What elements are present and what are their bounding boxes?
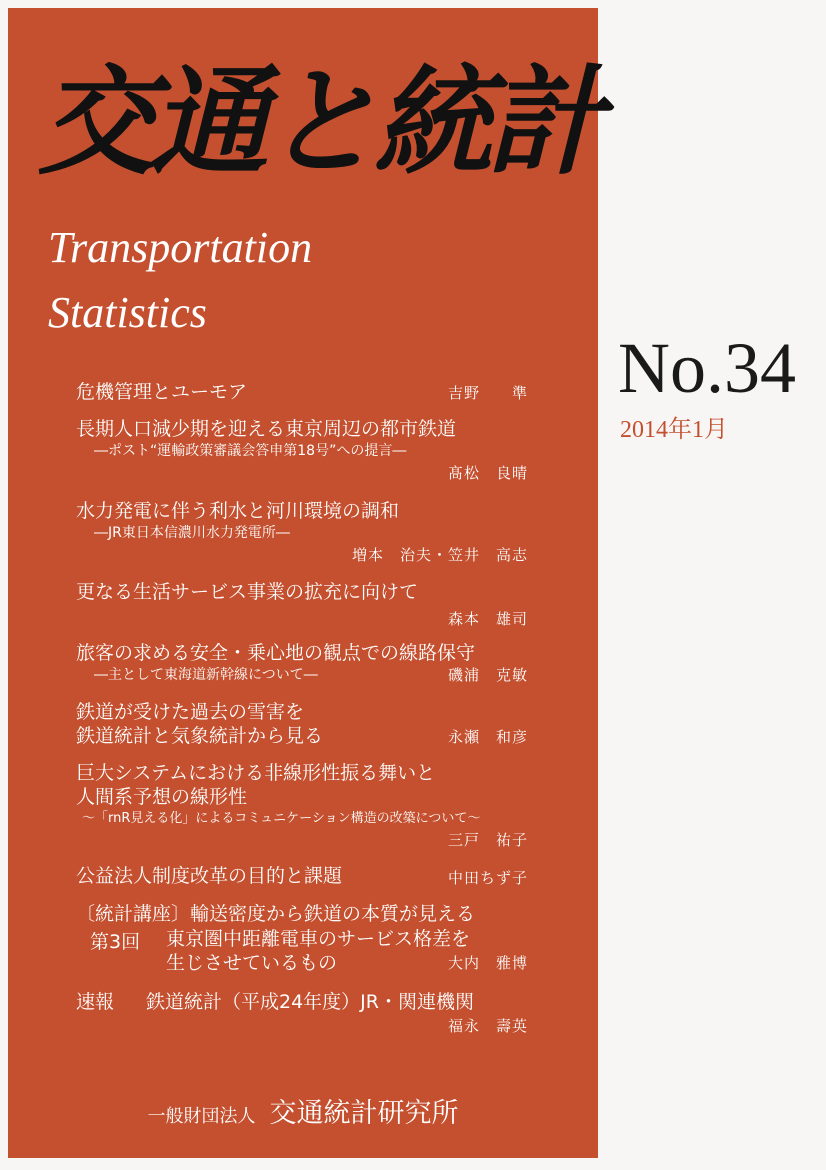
article-subtitle: ―ポスト“運輸政策審議会答申第18号”への提言―: [94, 443, 407, 459]
title-english-line2: Statistics: [48, 288, 207, 337]
article-title-line1: 東京圏中距離電車のサービス格差を: [166, 928, 471, 950]
article-title-line1: 鉄道が受けた過去の雪害を: [76, 701, 305, 723]
title-japanese: 交通と統計: [38, 53, 599, 191]
article-title: 更なる生活サービス事業の拡充に向けて: [76, 581, 419, 603]
publisher: [8, 1091, 598, 1130]
article-author: 大内 雅博: [447, 954, 528, 972]
publisher-name: 交通統計研究所: [269, 1098, 459, 1129]
article-author: 中田ちず子: [447, 869, 528, 887]
article-author: 福永 壽英: [447, 1017, 528, 1035]
article-title-line2: 生じさせているもの: [166, 952, 338, 974]
article-title-line2: 鉄道統計と気象統計から見る: [76, 725, 324, 747]
article-title: 水力発電に伴う利水と河川環境の調和: [76, 500, 400, 522]
article-title: 鉄道統計（平成24年度）JR・関連機関: [146, 991, 474, 1013]
article-subtitle: ～「rnR見える化」によるコミュニケーション構造の改築について～: [82, 811, 481, 826]
article-subtitle: ―主として東海道新幹線について―: [94, 667, 318, 683]
series-title: 〔統計講座〕輸送密度から鉄道の本質が見える: [76, 903, 476, 925]
article-author: 森本 雄司: [447, 610, 528, 628]
article-label: 速報: [76, 991, 115, 1013]
article-author: 三戸 祐子: [447, 831, 528, 849]
article-author: 磯浦 克敏: [447, 666, 528, 684]
article-author: 吉野 準: [447, 384, 528, 402]
issue-number: No.34: [618, 328, 796, 408]
article-title-line2: 人間系予想の線形性: [76, 786, 248, 808]
article-title-line1: 巨大システムにおける非線形性振る舞いと: [76, 762, 436, 784]
article-title: 長期人口減少期を迎える東京周辺の都市鉄道: [76, 418, 457, 440]
publisher-type: 一般財団法人: [147, 1106, 256, 1127]
article-author: 永瀬 和彦: [447, 728, 528, 746]
series-part: 第3回: [90, 931, 141, 953]
article-author: 髙松 良晴: [447, 464, 528, 482]
article-author: 増本 治夫・笠井 高志: [351, 546, 528, 564]
article-subtitle: ―JR東日本信濃川水力発電所―: [94, 525, 290, 541]
article-title: 危機管理とユーモア: [76, 381, 248, 403]
issue-date: 2014年1月: [620, 417, 728, 443]
cover-panel: [8, 8, 598, 1158]
article-title: 公益法人制度改革の目的と課題: [76, 865, 343, 887]
title-english-line1: Transportation: [48, 223, 313, 272]
article-title: 旅客の求める安全・乗心地の観点での線路保守: [76, 642, 476, 664]
